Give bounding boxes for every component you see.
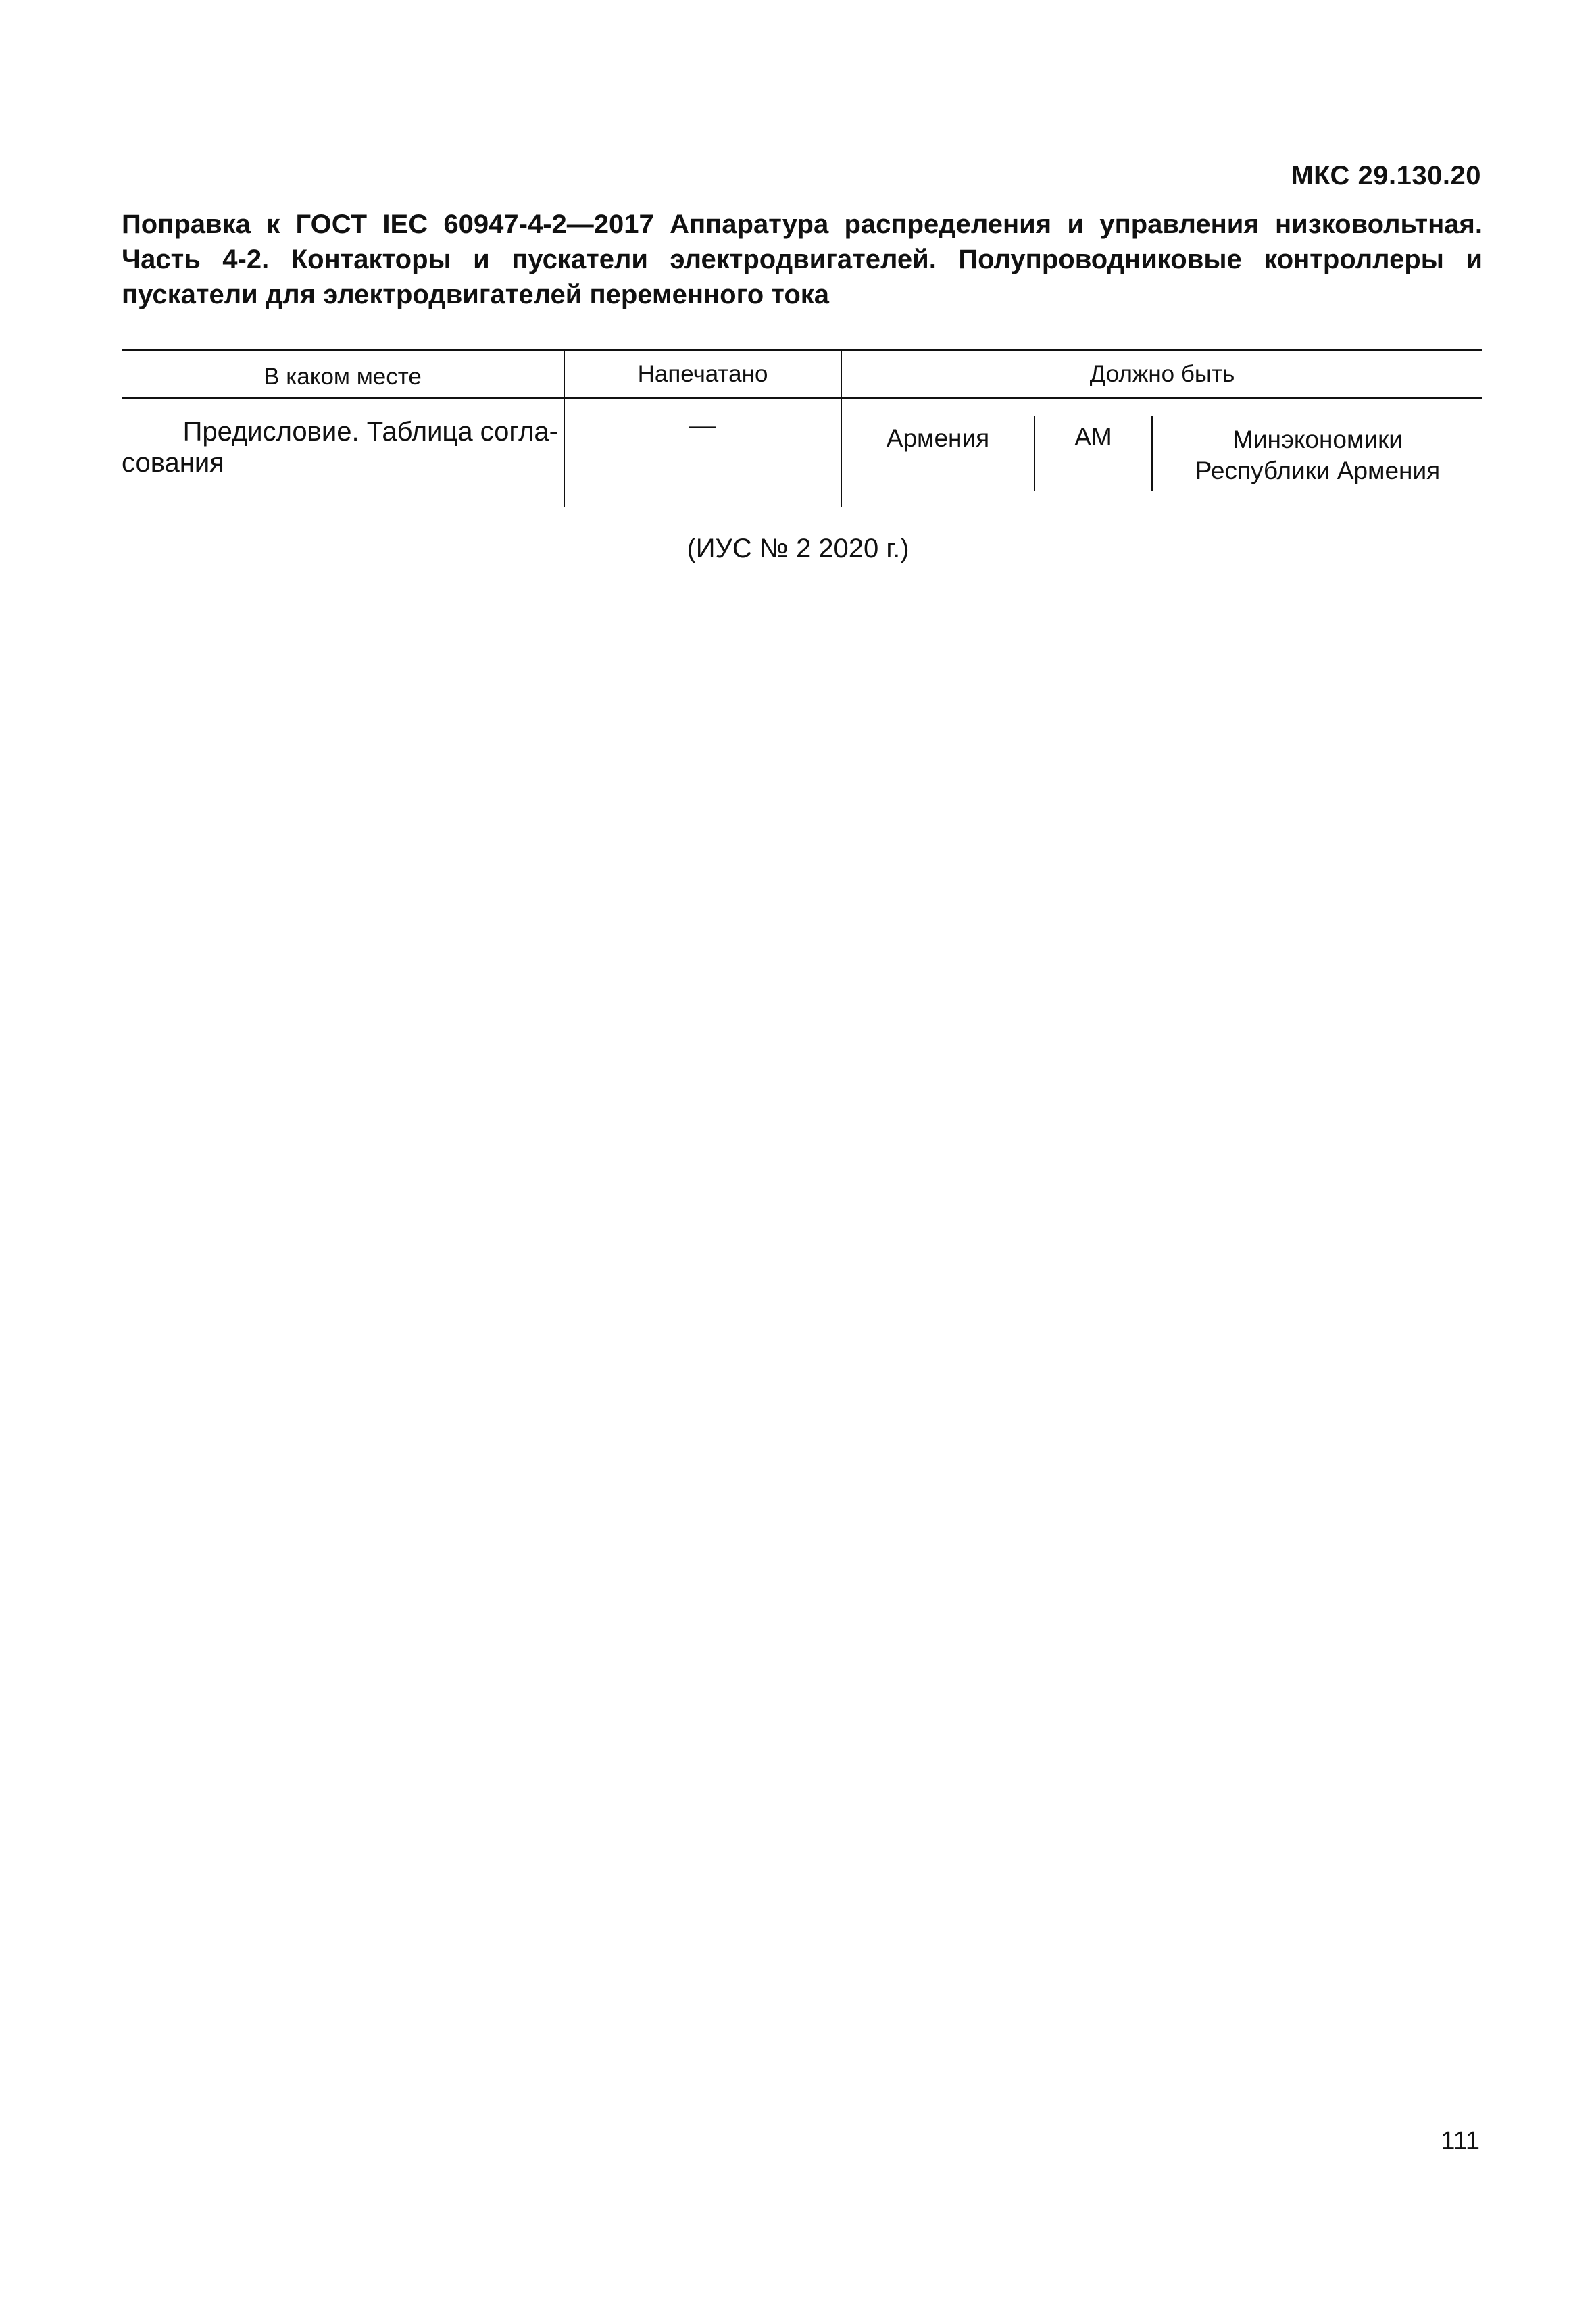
table-header-rule — [122, 397, 1482, 399]
agency-cell — [1153, 424, 1482, 486]
column-header-should-be: Должно быть — [1089, 361, 1235, 387]
country-code-cell: АМ — [1074, 423, 1112, 451]
country-cell: Армения — [886, 424, 990, 452]
document-title: Поправка к ГОСТ IEC 60947-4-2—2017 Аппаратура распределения и управления низковольтная. Часть 4-2. Контакторы и пускатели электродвигателей. Полупроводниковые контроллеры и пускатели для электродвигателей переменного тока — [122, 209, 1482, 309]
column-header-printed: Напечатано — [637, 361, 768, 387]
printed-cell: — — [689, 411, 716, 441]
table-top-rule — [122, 349, 1482, 351]
place-line-2: сования — [122, 448, 224, 478]
place-cell — [122, 416, 568, 478]
column-header-place: В каком месте — [264, 363, 422, 390]
place-line-1: Предисловие. Таблица согла- — [182, 417, 558, 447]
source-note: (ИУС № 2 2020 г.) — [687, 534, 909, 563]
page-number: 111 — [1441, 2127, 1480, 2155]
correction-table — [122, 349, 1482, 507]
agency-line-1: Минэкономики — [1232, 426, 1403, 453]
agency-line-2: Республики Армения — [1195, 457, 1441, 484]
classifier-code: МКС 29.130.20 — [1291, 161, 1481, 191]
